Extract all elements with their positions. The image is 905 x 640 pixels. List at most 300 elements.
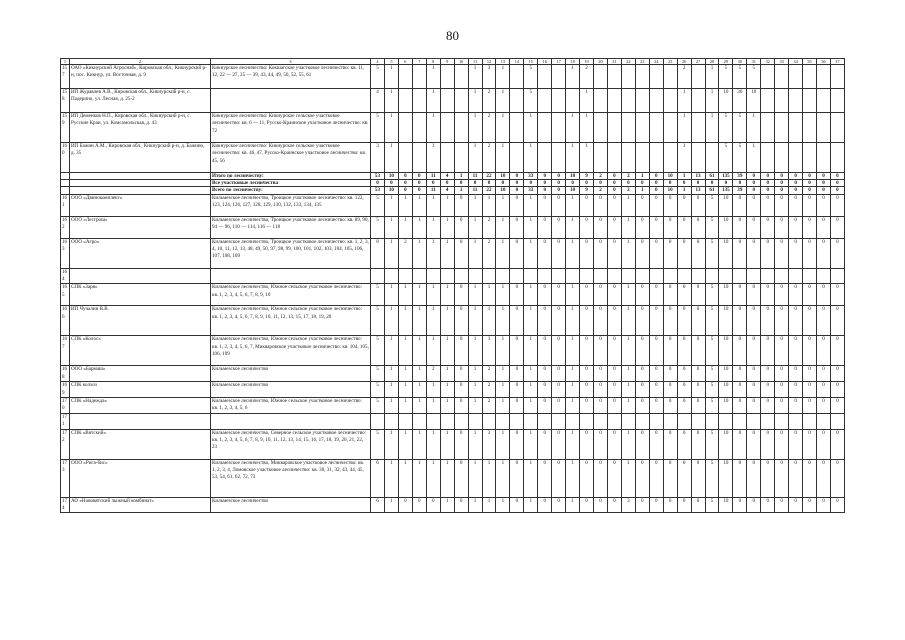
value-cell: 5 <box>733 113 747 143</box>
value-cell <box>635 113 649 143</box>
value-cell: 5 <box>719 143 733 173</box>
value-cell: 1 <box>566 306 580 336</box>
column-number: 33 <box>775 59 789 65</box>
value-cell: 6 <box>371 497 385 513</box>
value-cell <box>538 89 552 113</box>
value-cell <box>789 113 803 143</box>
value-cell: 0 <box>580 398 594 414</box>
value-cell <box>663 89 677 113</box>
value-cell: 1 <box>524 306 538 336</box>
value-cell: 0 <box>775 194 789 216</box>
column-number: 5 <box>384 59 398 65</box>
value-cell: 0 <box>635 306 649 336</box>
value-cell: 4 <box>371 89 385 113</box>
value-cell: 10 <box>719 398 733 414</box>
value-cell: 0 <box>580 429 594 459</box>
value-cell: 0 <box>733 429 747 459</box>
value-cell: 0 <box>691 194 705 216</box>
value-cell <box>566 268 580 284</box>
value-cell: 9 <box>580 173 594 180</box>
value-cell: 1 <box>580 113 594 143</box>
tenant-name: ООО «Агро» <box>70 238 211 268</box>
value-cell: 0 <box>775 382 789 398</box>
value-cell: 0 <box>649 238 663 268</box>
value-cell: 1 <box>426 238 440 268</box>
value-cell: 0 <box>552 366 566 382</box>
value-cell <box>552 113 566 143</box>
value-cell: 1 <box>440 216 454 238</box>
value-cell: 1 <box>384 238 398 268</box>
table-row <box>61 89 845 113</box>
value-cell <box>747 268 761 284</box>
value-cell: 0 <box>538 336 552 366</box>
value-cell: 0 <box>733 459 747 497</box>
value-cell: 1 <box>635 187 649 194</box>
value-cell: 1 <box>496 143 510 173</box>
value-cell: 1 <box>426 459 440 497</box>
column-number: 13 <box>496 59 510 65</box>
value-cell: 1 <box>384 65 398 89</box>
value-cell: 0 <box>803 429 817 459</box>
value-cell: 1 <box>482 194 496 216</box>
value-cell <box>691 65 705 89</box>
value-cell: 0 <box>803 238 817 268</box>
value-cell: 3 <box>371 143 385 173</box>
value-cell: 0 <box>454 382 468 398</box>
value-cell: 1 <box>621 216 635 238</box>
value-cell <box>371 268 385 284</box>
value-cell: 11 <box>468 173 482 180</box>
value-cell: 0 <box>454 306 468 336</box>
value-cell: 0 <box>677 306 691 336</box>
value-cell <box>454 268 468 284</box>
value-cell: 5 <box>371 284 385 306</box>
value-cell: 135 <box>719 173 733 180</box>
value-cell <box>552 65 566 89</box>
tenant-name: ОАО «Кикнурский Агроснаб», Кировская обл., Кикнурский р-н, пос. Кикнур, ул. Восточная, д. 9 <box>70 65 211 89</box>
value-cell: 1 <box>566 113 580 143</box>
value-cell: 1 <box>468 143 482 173</box>
value-cell: 1 <box>566 459 580 497</box>
total-row <box>61 187 845 194</box>
value-cell: 0 <box>454 284 468 306</box>
forest-usage-table <box>60 58 845 513</box>
column-number: 14 <box>510 59 524 65</box>
column-number: 28 <box>705 59 719 65</box>
value-cell: 0 <box>789 306 803 336</box>
value-cell <box>426 268 440 284</box>
value-cell <box>510 89 524 113</box>
value-cell: 1 <box>705 65 719 89</box>
value-cell <box>747 413 761 429</box>
value-cell: 0 <box>747 398 761 414</box>
value-cell: 2 <box>482 216 496 238</box>
value-cell: 1 <box>384 194 398 216</box>
row-number: 169 <box>61 382 70 398</box>
value-cell <box>594 113 608 143</box>
value-cell: 0 <box>607 173 621 180</box>
value-cell: 10 <box>747 89 761 113</box>
value-cell <box>649 89 663 113</box>
value-cell: 1 <box>426 194 440 216</box>
value-cell <box>663 143 677 173</box>
value-cell: 0 <box>594 306 608 336</box>
value-cell: 2 <box>482 382 496 398</box>
value-cell: 0 <box>677 194 691 216</box>
column-number: 35 <box>803 59 817 65</box>
forestry-location <box>211 268 371 284</box>
value-cell: 1 <box>468 366 482 382</box>
total-row <box>61 173 845 180</box>
value-cell: 0 <box>733 180 747 187</box>
value-cell: 0 <box>691 497 705 513</box>
forestry-location: Кильмезское лесничество <box>211 382 371 398</box>
value-cell: 0 <box>803 398 817 414</box>
value-cell: 0 <box>747 187 761 194</box>
tenant-name: ООО «Двинокомплект» <box>70 194 211 216</box>
column-number: 19 <box>580 59 594 65</box>
value-cell <box>496 413 510 429</box>
value-cell: 0 <box>594 398 608 414</box>
value-cell: 0 <box>371 180 385 187</box>
value-cell <box>677 413 691 429</box>
value-cell: 1 <box>468 216 482 238</box>
value-cell: 10 <box>719 382 733 398</box>
value-cell: 5 <box>705 398 719 414</box>
value-cell: 10 <box>719 366 733 382</box>
column-number: 37 <box>830 59 844 65</box>
value-cell: 0 <box>789 429 803 459</box>
tenant-name: ООО «Бармаш» <box>70 366 211 382</box>
value-cell: 0 <box>538 497 552 513</box>
value-cell: 0 <box>524 180 538 187</box>
value-cell: 1 <box>524 429 538 459</box>
value-cell <box>412 413 426 429</box>
value-cell: 0 <box>607 366 621 382</box>
value-cell: 0 <box>552 497 566 513</box>
value-cell: 1 <box>524 459 538 497</box>
value-cell <box>733 268 747 284</box>
row-number: 163 <box>61 238 70 268</box>
value-cell: 0 <box>538 180 552 187</box>
value-cell: 0 <box>663 306 677 336</box>
column-number: 17 <box>552 59 566 65</box>
value-cell: 0 <box>691 306 705 336</box>
value-cell <box>719 413 733 429</box>
value-cell: 53 <box>371 187 385 194</box>
value-cell <box>594 413 608 429</box>
value-cell <box>594 89 608 113</box>
value-cell: 1 <box>412 284 426 306</box>
value-cell: 1 <box>677 89 691 113</box>
value-cell: 0 <box>761 284 775 306</box>
value-cell: 10 <box>719 336 733 366</box>
value-cell: 39 <box>733 187 747 194</box>
column-number: 8 <box>426 59 440 65</box>
value-cell: 10 <box>384 173 398 180</box>
value-cell <box>789 89 803 113</box>
value-cell: 0 <box>677 429 691 459</box>
value-cell: 0 <box>691 382 705 398</box>
value-cell: 1 <box>496 366 510 382</box>
value-cell: 1 <box>468 429 482 459</box>
value-cell: 0 <box>649 284 663 306</box>
value-cell <box>384 268 398 284</box>
value-cell: 0 <box>775 497 789 513</box>
value-cell: 0 <box>649 382 663 398</box>
value-cell: 1 <box>496 382 510 398</box>
value-cell: 0 <box>635 180 649 187</box>
value-cell <box>552 89 566 113</box>
value-cell: 0 <box>594 366 608 382</box>
value-cell: 0 <box>412 497 426 513</box>
value-cell: 0 <box>733 398 747 414</box>
value-cell <box>649 413 663 429</box>
forestry-location: Кильмезское лесничество, Микваровское участковое лесничество: кв. 1, 2, 3, 4, Ломовское участковое лесничество: кв. 30, 31, 32, 43, 44, 45, 53, 54, 61, 62, 72, 73 <box>211 459 371 497</box>
value-cell: 0 <box>649 366 663 382</box>
empty-cell <box>61 173 70 180</box>
value-cell: 5 <box>371 336 385 366</box>
value-cell <box>830 89 844 113</box>
value-cell: 0 <box>635 194 649 216</box>
value-cell <box>426 413 440 429</box>
value-cell: 0 <box>761 173 775 180</box>
value-cell <box>440 89 454 113</box>
value-cell <box>830 65 844 89</box>
value-cell: 1 <box>496 398 510 414</box>
value-cell: 0 <box>580 497 594 513</box>
value-cell: 0 <box>789 336 803 366</box>
value-cell: 0 <box>677 497 691 513</box>
forestry-location: Кильмезское лесничество, Троицкое участковое лесничество: кв. 89, 90, 94 — 96, 110 — 114, 116 — 118 <box>211 216 371 238</box>
value-cell: 0 <box>691 429 705 459</box>
value-cell: 0 <box>803 180 817 187</box>
value-cell: 1 <box>454 173 468 180</box>
value-cell: 0 <box>691 180 705 187</box>
value-cell <box>663 65 677 89</box>
forestry-location: Кикнурское лесничество: Кокшагское участковое лесничество: кв. 11, 12, 22 — 27, 25 — 39, 43, 44, 49, 50, 52, 55, 61 <box>211 65 371 89</box>
value-cell: 0 <box>663 429 677 459</box>
value-cell: 1 <box>468 306 482 336</box>
value-cell: 0 <box>803 194 817 216</box>
value-cell: 0 <box>691 284 705 306</box>
value-cell <box>440 143 454 173</box>
value-cell: 0 <box>649 180 663 187</box>
column-number: 16 <box>538 59 552 65</box>
value-cell: 2 <box>580 65 594 89</box>
value-cell: 0 <box>691 216 705 238</box>
value-cell: 0 <box>426 497 440 513</box>
value-cell: 0 <box>663 238 677 268</box>
value-cell: 0 <box>775 238 789 268</box>
tenant-name: ООО «Лесгрош» <box>70 216 211 238</box>
value-cell: 1 <box>524 284 538 306</box>
value-cell: 0 <box>510 336 524 366</box>
column-number: 26 <box>677 59 691 65</box>
value-cell: 0 <box>649 187 663 194</box>
value-cell: 1 <box>566 238 580 268</box>
value-cell <box>761 268 775 284</box>
value-cell: 2 <box>482 143 496 173</box>
value-cell: 0 <box>454 216 468 238</box>
value-cell: 0 <box>510 366 524 382</box>
value-cell <box>789 268 803 284</box>
value-cell <box>412 65 426 89</box>
value-cell: 0 <box>830 180 844 187</box>
row-number: 161 <box>61 194 70 216</box>
value-cell: 5 <box>524 89 538 113</box>
value-cell: 0 <box>412 173 426 180</box>
value-cell <box>454 65 468 89</box>
value-cell: 0 <box>775 180 789 187</box>
value-cell: 5 <box>705 366 719 382</box>
value-cell: 10 <box>384 187 398 194</box>
tenant-name: АО «Нововятский лыжный комбинат» <box>70 497 211 513</box>
value-cell: 1 <box>440 497 454 513</box>
column-number: 24 <box>649 59 663 65</box>
value-cell <box>607 143 621 173</box>
table-row <box>61 429 845 459</box>
value-cell: 2 <box>482 89 496 113</box>
value-cell: 1 <box>566 382 580 398</box>
value-cell: 0 <box>775 306 789 336</box>
value-cell: 10 <box>719 306 733 336</box>
value-cell <box>496 268 510 284</box>
value-cell: 0 <box>649 173 663 180</box>
tenant-name: СПК «Вятский» <box>70 429 211 459</box>
value-cell <box>440 113 454 143</box>
tenant-name: ИП Деменков Н.П., Кировская обл., Кикнурский р-н, с. Русские Краи, ул. Комсомольская, д. 43 <box>70 113 211 143</box>
value-cell <box>775 143 789 173</box>
value-cell: 1 <box>426 336 440 366</box>
value-cell: 0 <box>538 398 552 414</box>
value-cell: 0 <box>761 180 775 187</box>
table-row <box>61 398 845 414</box>
value-cell: 0 <box>775 173 789 180</box>
value-cell: 33 <box>524 173 538 180</box>
value-cell: 0 <box>691 366 705 382</box>
value-cell: 0 <box>510 497 524 513</box>
value-cell: 2 <box>398 238 412 268</box>
value-cell: 0 <box>538 216 552 238</box>
value-cell: 1 <box>412 429 426 459</box>
value-cell <box>454 143 468 173</box>
value-cell: 5 <box>371 429 385 459</box>
value-cell: 0 <box>789 187 803 194</box>
value-cell: 0 <box>803 382 817 398</box>
value-cell: 5 <box>371 216 385 238</box>
value-cell: 0 <box>663 180 677 187</box>
value-cell <box>775 268 789 284</box>
value-cell: 1 <box>677 187 691 194</box>
value-cell <box>412 268 426 284</box>
value-cell: 4 <box>440 173 454 180</box>
value-cell: 0 <box>594 429 608 459</box>
total-row <box>61 180 845 187</box>
value-cell: 1 <box>412 238 426 268</box>
forestry-location <box>211 89 371 113</box>
value-cell: 0 <box>552 180 566 187</box>
value-cell: 11 <box>468 187 482 194</box>
value-cell <box>733 413 747 429</box>
value-cell: 0 <box>817 429 831 459</box>
value-cell: 0 <box>663 284 677 306</box>
value-cell: 1 <box>747 113 761 143</box>
value-cell: 1 <box>398 366 412 382</box>
value-cell: 0 <box>761 306 775 336</box>
value-cell: 0 <box>817 336 831 366</box>
value-cell: 1 <box>384 89 398 113</box>
value-cell <box>635 413 649 429</box>
value-cell: 0 <box>803 336 817 366</box>
value-cell: 0 <box>607 336 621 366</box>
value-cell: 0 <box>510 187 524 194</box>
value-cell <box>677 268 691 284</box>
value-cell: 0 <box>817 497 831 513</box>
value-cell: 10 <box>719 284 733 306</box>
value-cell <box>440 413 454 429</box>
column-number: 4 <box>371 59 385 65</box>
value-cell: 1 <box>524 194 538 216</box>
value-cell: 0 <box>747 497 761 513</box>
value-cell: 10 <box>719 429 733 459</box>
value-cell: 0 <box>803 306 817 336</box>
table-row <box>61 284 845 306</box>
value-cell: 0 <box>830 187 844 194</box>
value-cell <box>635 143 649 173</box>
value-cell <box>775 413 789 429</box>
value-cell: 0 <box>398 180 412 187</box>
value-cell: 0 <box>426 180 440 187</box>
value-cell: 1 <box>524 216 538 238</box>
value-cell: 1 <box>705 89 719 113</box>
value-cell: 1 <box>412 216 426 238</box>
column-number: 21 <box>607 59 621 65</box>
value-cell: 0 <box>830 306 844 336</box>
value-cell: 0 <box>510 180 524 187</box>
value-cell: 0 <box>398 497 412 513</box>
value-cell: 0 <box>830 194 844 216</box>
value-cell: 10 <box>663 187 677 194</box>
value-cell: 0 <box>607 238 621 268</box>
value-cell: 0 <box>594 238 608 268</box>
value-cell: 1 <box>524 497 538 513</box>
value-cell <box>621 143 635 173</box>
table-row <box>61 65 845 89</box>
forestry-location: Кильмезское лесничество, Южное сельское участковое лесничество: кв. 1, 2, 3, 4, 5, 6, 7, 8, 9, 10 <box>211 284 371 306</box>
value-cell: 10 <box>719 216 733 238</box>
value-cell: 0 <box>454 429 468 459</box>
empty-cell <box>61 187 70 194</box>
value-cell: 0 <box>789 194 803 216</box>
value-cell: 1 <box>440 194 454 216</box>
value-cell: 0 <box>552 459 566 497</box>
value-cell <box>398 143 412 173</box>
value-cell: 0 <box>635 429 649 459</box>
value-cell: 0 <box>412 187 426 194</box>
value-cell: 0 <box>817 306 831 336</box>
value-cell: 0 <box>607 216 621 238</box>
value-cell: 0 <box>677 284 691 306</box>
value-cell: 4 <box>440 187 454 194</box>
value-cell: 0 <box>747 173 761 180</box>
value-cell <box>761 413 775 429</box>
value-cell <box>649 268 663 284</box>
value-cell: 0 <box>649 306 663 336</box>
value-cell <box>538 268 552 284</box>
value-cell: 0 <box>803 497 817 513</box>
value-cell <box>691 113 705 143</box>
